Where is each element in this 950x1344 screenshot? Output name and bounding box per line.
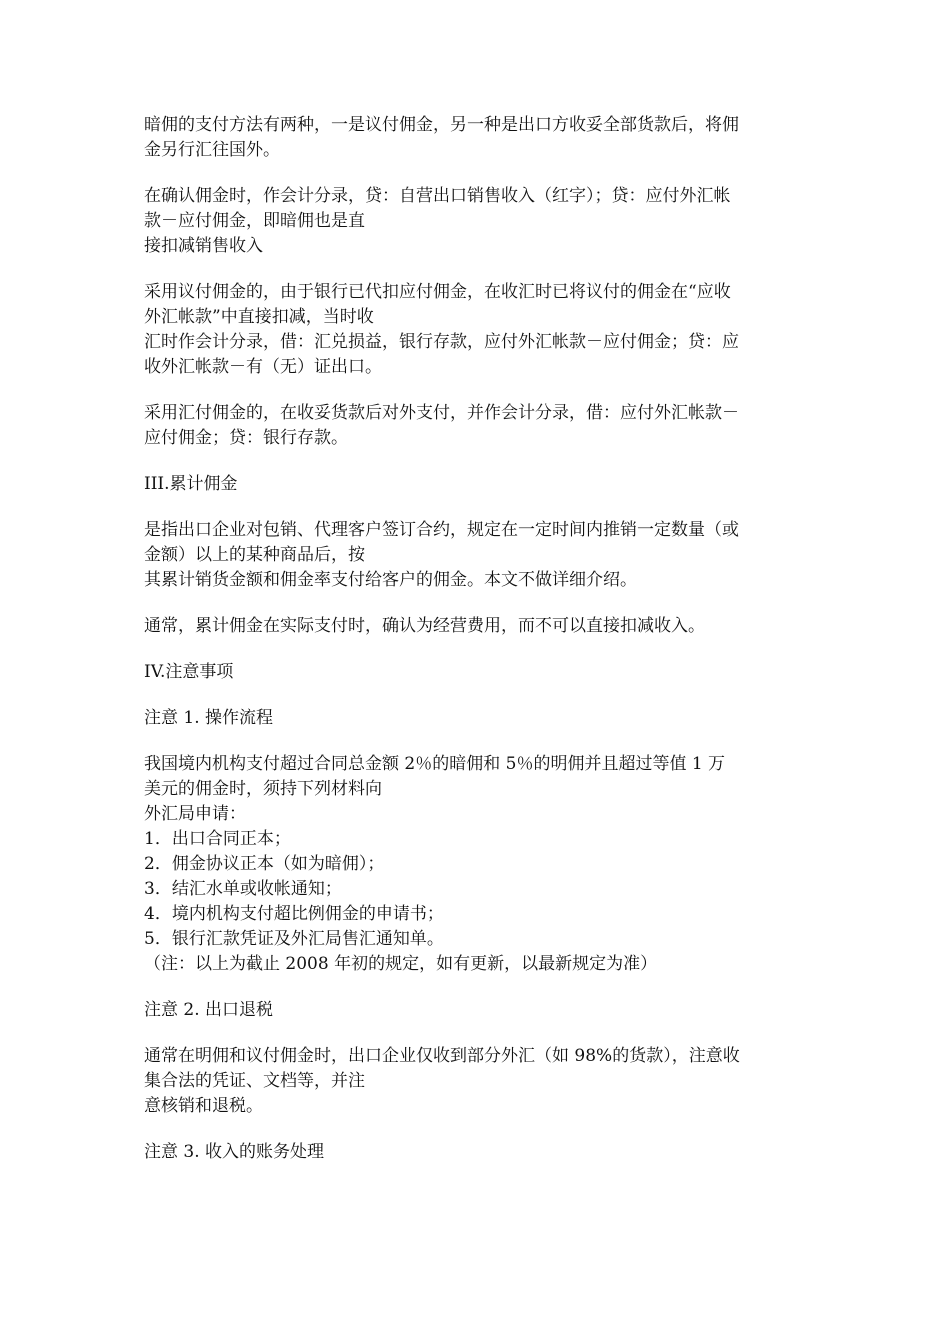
- text-line: 意核销和退税。: [144, 1096, 263, 1116]
- paragraph-remitted-commission: [144, 401, 808, 451]
- text-line: 集合法的凭证、文档等，并注: [144, 1071, 365, 1091]
- text-line: 采用汇付佣金的，在收妥货款后对外支付，并作会计分录，借：应付外汇帐款－: [144, 403, 739, 423]
- note-heading-revenue-accounting: 注意 3. 收入的账务处理: [144, 1142, 325, 1162]
- section-heading-cumulative-commission: III.累计佣金: [144, 474, 238, 494]
- list-item: 1．出口合同正本；: [144, 829, 291, 849]
- text-line: 接扣减销售收入: [144, 236, 263, 256]
- paragraph-commission-payment-methods: [144, 113, 808, 163]
- text-line: 收外汇帐款－有（无）证出口。: [144, 357, 382, 377]
- list-item: 2．佣金协议正本（如为暗佣）；: [144, 854, 385, 874]
- list-item: 4．境内机构支付超比例佣金的申请书；: [144, 904, 444, 924]
- text-line: 通常在明佣和议付佣金时，出口企业仅收到部分外汇（如 98%的货款），注意收: [144, 1046, 740, 1066]
- text-line: 应付佣金；贷：银行存款。: [144, 428, 348, 448]
- text-line: 美元的佣金时，须持下列材料向: [144, 779, 382, 799]
- paragraph-cumulative-commission-expense: [144, 614, 808, 639]
- note-heading-export-tax-refund: 注意 2. 出口退税: [144, 1000, 274, 1020]
- text-line: 汇时作会计分录，借：汇兑损益，银行存款，应付外汇帐款－应付佣金；贷：应: [144, 332, 739, 352]
- list-item: 5．银行汇款凭证及外汇局售汇通知单。: [144, 929, 444, 949]
- note-heading-procedure: 注意 1. 操作流程: [144, 708, 274, 728]
- text-line: 暗佣的支付方法有两种，一是议付佣金，另一种是出口方收妥全部货款后，将佣: [144, 115, 739, 135]
- text-line: 金额）以上的某种商品后，按: [144, 545, 365, 565]
- paragraph-cumulative-commission-definition: [144, 518, 808, 593]
- paragraph-export-tax-refund: [144, 1044, 808, 1119]
- text-line: 其累计销货金额和佣金率支付给客户的佣金。本文不做详细介绍。: [144, 570, 637, 590]
- list-item: 3．结汇水单或收帐通知；: [144, 879, 342, 899]
- text-line: 通常，累计佣金在实际支付时，确认为经营费用，而不可以直接扣减收入。: [144, 616, 705, 636]
- text-line: 金另行汇往国外。: [144, 140, 280, 160]
- section-heading-notes: IV.注意事项: [144, 662, 234, 682]
- paragraph-negotiated-commission: [144, 280, 808, 380]
- text-line-note: （注：以上为截止 2008 年初的规定，如有更新，以最新规定为准）: [144, 954, 658, 974]
- text-line: 是指出口企业对包销、代理客户签订合约，规定在一定时间内推销一定数量（或: [144, 520, 739, 540]
- document-page: [144, 113, 808, 1186]
- text-line: 外汇帐款”中直接扣减，当时收: [144, 307, 374, 327]
- text-line: 款－应付佣金，即暗佣也是直: [144, 211, 365, 231]
- text-line: 在确认佣金时，作会计分录，贷：自营出口销售收入（红字）；贷：应付外汇帐: [144, 186, 731, 206]
- paragraph-commission-confirmation: [144, 184, 808, 259]
- paragraph-procedure-requirements: [144, 752, 808, 977]
- text-line: 我国境内机构支付超过合同总金额 2％的暗佣和 5％的明佣并且超过等值 1 万: [144, 754, 726, 774]
- text-line: 外汇局申请：: [144, 804, 246, 824]
- text-line: 采用议付佣金的，由于银行已代扣应付佣金，在收汇时已将议付的佣金在“应收: [144, 282, 731, 302]
